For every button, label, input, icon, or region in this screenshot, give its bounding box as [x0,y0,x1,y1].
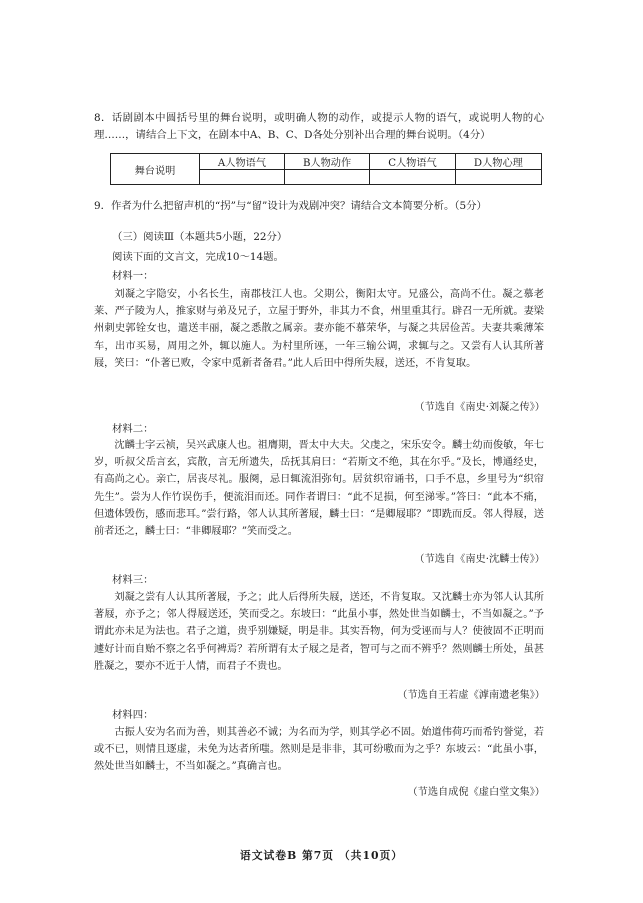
material-3-text: 刘凝之尝有人认其所著屐，予之；此人后得所失屐，送还，不肯复取。又沈麟士亦为邻人认其所著屐，亦予之；邻人得屐送还，笑而受之。东坡曰：“此虽小事，然处世当如麟士，不当如凝之。”予谓此亦未足为法也。君子之道，贵乎别嫌疑，明是非。其实吾物，何为受诬而与人？使彼固不正明而遽好计而自贻不察之名乎何裨焉？若所谓有太子屐之是者，智可与之而不辨乎？然则麟士所处，虽甚胜凝之，要亦不近于人情，而君子不贵也。 [94,592,544,672]
material-2-label: 材料二： [112,423,154,435]
question-9: 9．作者为什么把留声机的“拐”与“留”设计为戏剧冲突？请结合文本简要分析。（5分） [94,200,487,212]
answer-cell-a [200,170,285,185]
answer-cell-c [370,170,456,185]
material-4-label: 材料四： [112,709,154,721]
answer-cell-d [455,170,541,185]
material-3-label: 材料三： [112,574,154,586]
material-4-text: 古振人安为名而为善，则其善必不诚；为名而为学，则其学必不固。始道伟荷巧而希钓誉觉，若或不已，则情且逐虚，未免为达者所嗤。然则是是非非，其可纷嗷而为之乎？东坡云：“此虽小事，然处世当如麟士，不当如凝之。”真确言也。 [94,727,544,773]
material-2-text: 沈麟士字云祯，吴兴武康人也。祖膺期，晋太中大夫。父虔之，宋乐安令。麟士幼而俊敏，年七岁，听叔父岳言玄，宾散，言无所遗失，岳抚其肩曰：“若斯文不绝，其在尔乎。”及长，博通经史，有高尚之心。亲亡，居丧尽礼。服阕，忌日辄流泪弥旬。居贫织帘诵书，口手不息，乡里号为“织帘先生”。尝为人作竹误伤手，便流泪而还。同作者谓曰：“此不足损，何至涕零。”答曰：“此本不痛，但遗体毁伤，感而悲耳。”尝行路，邻人认其所著屐，麟士曰：“是卿屐耶？”即跣而反。邻人得屐，送前者还之，麟士曰：“非卿屐耶？”笑而受之。 [94,440,544,538]
material-4-source: （节选自成倪《虚白堂文集》） [407,787,545,798]
table-cell-b: B人物动作 [284,154,369,170]
section-instruction: 阅读下面的文言文，完成10～14题。 [112,251,284,263]
question-8: 8．话剧剧本中圆括号里的舞台说明，或明确人物的动作，或提示人物的语气，或说明人物的心理……，请结合上下文，在剧本中A、B、C、D各处分别补出合理的舞台说明。（4分） [94,112,544,141]
stage-directions-table [110,153,542,185]
table-header: 舞台说明 [111,154,200,185]
page-footer: 语文试卷B 第7页 （共10页） [239,849,404,862]
table-cell-c: C人物语气 [370,154,456,170]
answer-cell-b [284,170,369,185]
material-2-source: （节选自《南史·沈麟士传》） [414,554,545,565]
section-title: （三）阅读Ⅲ（本题共5小题，22分） [112,231,288,243]
table-cell-d: D人物心理 [455,154,541,170]
material-3-source: （节选自王若虚《滹南遗老集》） [397,690,545,701]
table-cell-a: A人物语气 [200,154,285,170]
material-1-label: 材料一： [112,270,154,282]
material-1-text: 刘凝之字隐安，小名长生，南郡枝江人也。父期公，衡阳太守。兄盛公，高尚不仕。凝之慕老莱、严子陵为人，推家财与弟及兄子，立屋于野外，非其力不食，州里重其行。辟召一无所就。妻梁州刺史郭铨女也，遣送丰丽，凝之悉散之属亲。妻亦能不慕荣华，与凝之共居俭苦。夫妻共乘薄笨车，出市买易，周用之外，辄以施人。为村里所诬，一年三输公调，求辄与之。又尝有人认其所著屐，笑曰：“仆著已败，令家中觅新者备君。”此人后田中得所失屐，送还，不肯复取。 [94,289,544,369]
material-1-source: （节选自《南史·刘凝之传》） [414,402,545,413]
